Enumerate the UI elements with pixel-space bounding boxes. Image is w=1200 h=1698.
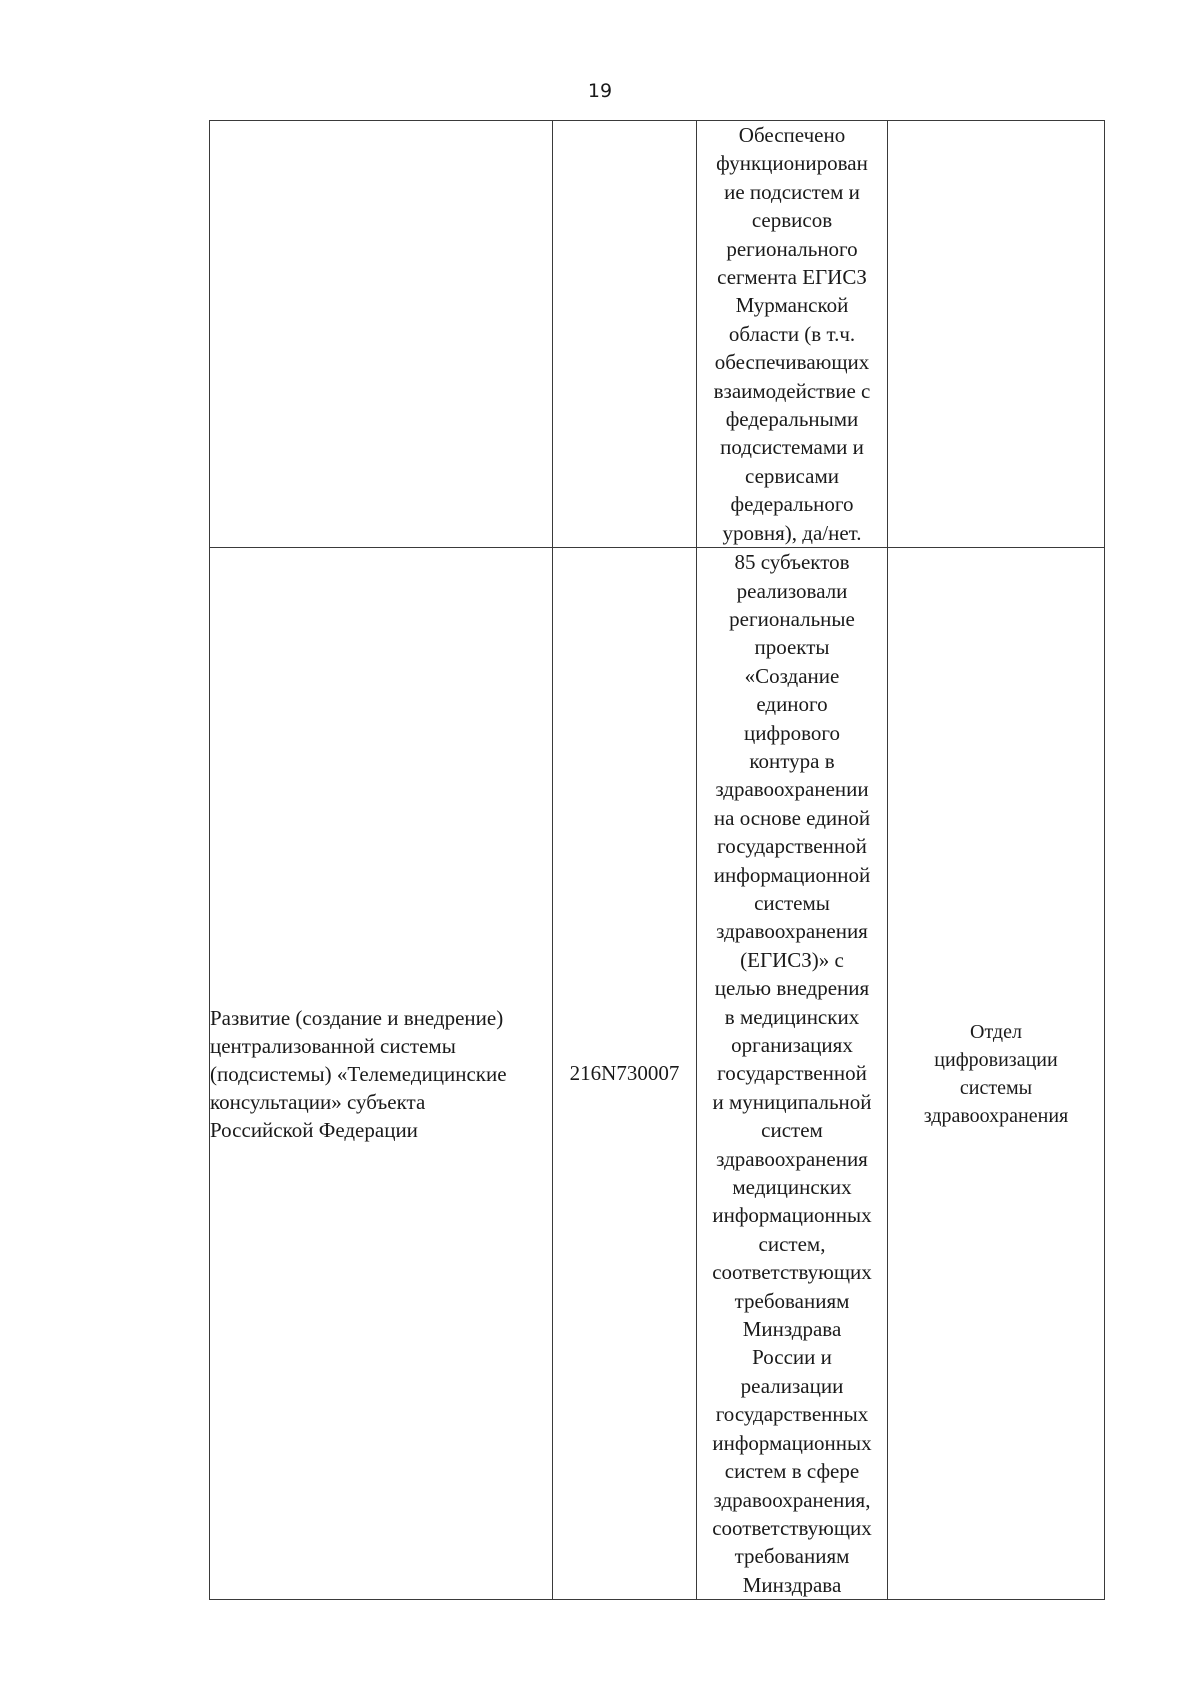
code-cell bbox=[553, 121, 697, 548]
indicator-line: информационных bbox=[712, 1203, 872, 1228]
measure-name-line: централизованной системы bbox=[210, 1033, 456, 1058]
indicator-line: цифрового bbox=[744, 720, 840, 745]
table-row bbox=[210, 121, 1105, 548]
indicator-line: информационных bbox=[712, 1430, 872, 1455]
indicator-line: соответствующих bbox=[712, 1515, 872, 1540]
indicator-line: «Создание bbox=[744, 663, 840, 688]
indicator-line: здравоохранения bbox=[716, 919, 868, 944]
measure-name-cell bbox=[210, 548, 553, 1600]
indicator-line: федерального bbox=[730, 492, 854, 517]
indicator-line: функционирован bbox=[716, 151, 868, 176]
indicator-line: регионального bbox=[726, 236, 858, 261]
indicator-line: области (в т.ч. bbox=[728, 321, 856, 346]
indicator-line: государственной bbox=[717, 1061, 867, 1086]
indicator-line: требованиям bbox=[734, 1544, 850, 1569]
responsible-line: цифровизации bbox=[934, 1048, 1058, 1071]
indicator-line: уровня), да/нет. bbox=[722, 520, 862, 545]
indicator-line: сегмента ЕГИСЗ bbox=[717, 265, 867, 290]
page-number: 19 bbox=[587, 80, 613, 102]
responsible-line: здравоохранения bbox=[923, 1104, 1069, 1127]
indicator-line: Минздрава bbox=[742, 1317, 842, 1342]
indicator-line: проекты bbox=[754, 635, 830, 660]
responsible-line: системы bbox=[959, 1076, 1033, 1099]
indicator-line: обеспечивающих bbox=[714, 350, 870, 375]
table-row bbox=[210, 548, 1105, 1600]
indicator-line: ие подсистем и bbox=[724, 179, 860, 204]
measure-name-line: (подсистемы) «Телемедицинские bbox=[210, 1061, 507, 1086]
indicator-line: здравоохранения bbox=[716, 1146, 868, 1171]
indicator-line: целью внедрения bbox=[714, 976, 870, 1001]
indicator-line: Обеспечено bbox=[738, 123, 846, 147]
indicator-line: Минздрава bbox=[742, 1572, 842, 1597]
indicator-line: требованиям bbox=[734, 1288, 850, 1313]
indicator-line: и муниципальной bbox=[712, 1089, 872, 1114]
measure-name-line: Российской Федерации bbox=[210, 1117, 418, 1142]
indicator-cell bbox=[697, 548, 888, 1600]
indicator-line: подсистемами и bbox=[720, 435, 864, 460]
responsible-cell bbox=[888, 121, 1105, 548]
indicator-line: организациях bbox=[731, 1033, 853, 1057]
indicator-cell bbox=[697, 121, 888, 548]
indicator-line: систем в сфере bbox=[724, 1459, 860, 1484]
indicator-line: здравоохранения, bbox=[713, 1487, 871, 1512]
indicator-line: на основе единой bbox=[713, 805, 871, 830]
indicator-line: сервисами bbox=[745, 463, 839, 488]
indicator-line: сервисов bbox=[751, 208, 833, 233]
measure-name-line: Развитие (создание и внедрение) bbox=[210, 1005, 504, 1030]
indicator-line: систем bbox=[761, 1118, 823, 1143]
indicator-line: системы bbox=[754, 890, 830, 915]
code-cell: 216N730007 bbox=[553, 548, 697, 1600]
indicator-line: федеральными bbox=[725, 407, 859, 432]
indicator-line: 85 субъектов bbox=[734, 550, 850, 575]
measure-name-cell bbox=[210, 121, 553, 548]
indicator-line: информационной bbox=[713, 862, 871, 887]
indicator-line: государственных bbox=[715, 1402, 869, 1427]
indicator-line: взаимодействие с bbox=[713, 378, 871, 403]
indicator-line: региональные bbox=[729, 606, 855, 631]
responsible-line: Отдел bbox=[970, 1020, 1022, 1043]
program-table bbox=[209, 120, 1105, 1600]
indicator-line: России и bbox=[752, 1345, 832, 1370]
indicator-line: здравоохранении bbox=[715, 777, 869, 802]
indicator-line: в медицинских bbox=[724, 1004, 860, 1029]
indicator-line: соответствующих bbox=[712, 1260, 872, 1285]
indicator-line: реализовали bbox=[736, 578, 848, 603]
responsible-cell bbox=[888, 548, 1105, 1600]
indicator-line: реализации bbox=[740, 1373, 844, 1398]
indicator-line: Мурманской bbox=[735, 293, 849, 318]
indicator-line: (ЕГИСЗ)» с bbox=[740, 947, 844, 972]
indicator-line: единого bbox=[756, 692, 828, 717]
indicator-line: государственной bbox=[717, 834, 867, 859]
indicator-line: медицинских bbox=[732, 1175, 852, 1200]
measure-name-line: консультации» субъекта bbox=[210, 1089, 426, 1114]
indicator-line: контура в bbox=[749, 748, 835, 773]
indicator-line: систем, bbox=[758, 1231, 826, 1256]
